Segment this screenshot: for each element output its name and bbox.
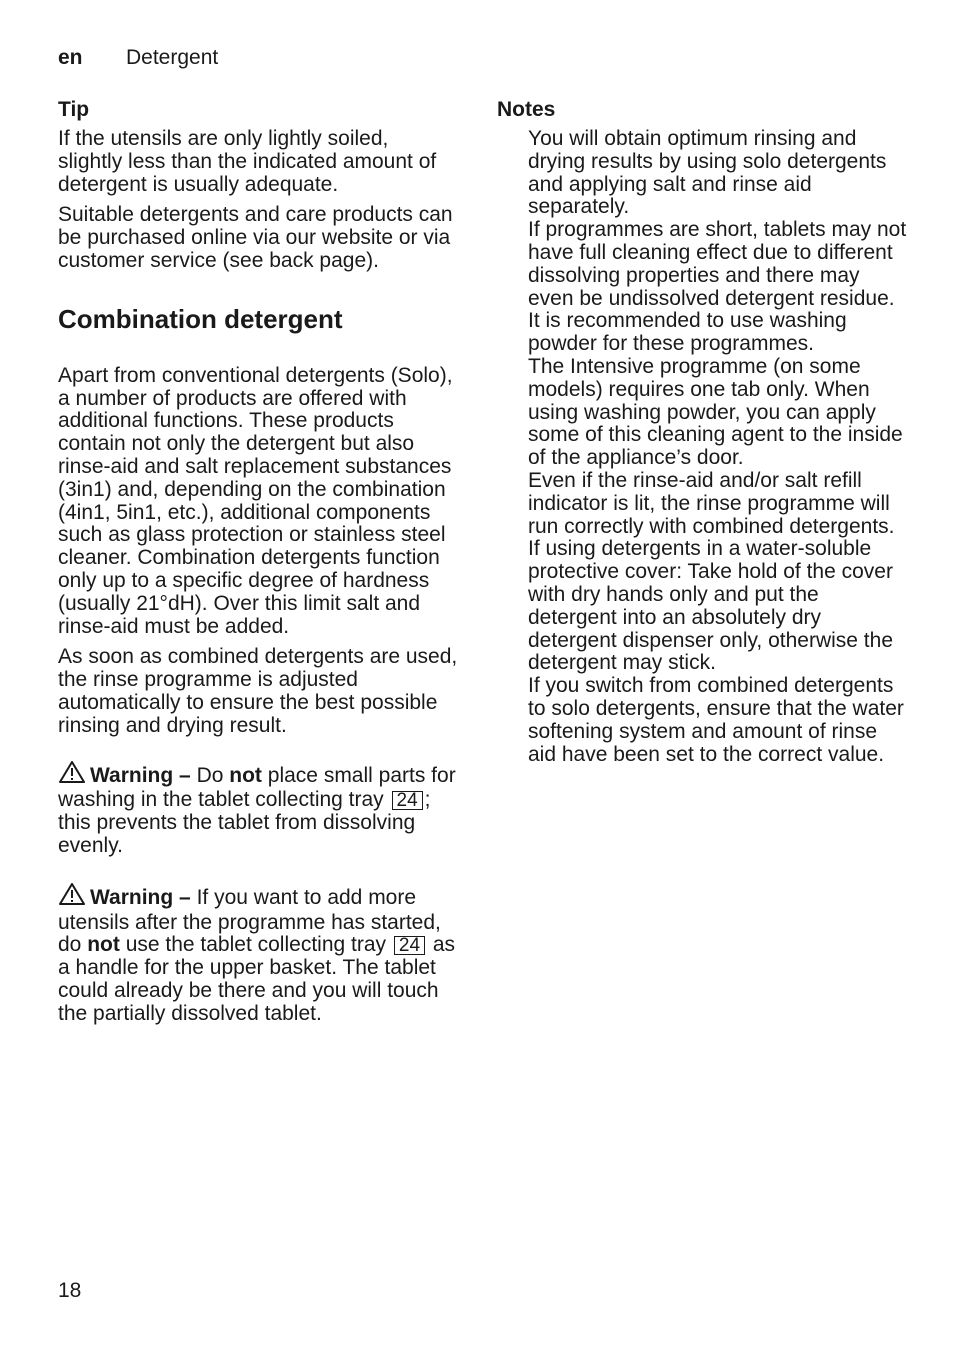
left-column [58, 96, 458, 1034]
combination-paragraph-2: As soon as combined detergents are used, the rinse programme is adjusted automatically to ensure the best possible rinsing and drying result. [58, 645, 458, 737]
warning-text: Do [196, 763, 224, 787]
right-column [497, 96, 907, 766]
note-item: Even if the rinse-aid and/or salt refill indicator is lit, the rinse programme will run correctly with combined detergents. [528, 468, 895, 538]
note-item: If programmes are short, tablets may not have full cleaning effect due to different dissolving properties and there may even be undissolved detergent residue. It is recommended to use washing powder for these programmes. [528, 218, 907, 356]
warning-2 [58, 882, 458, 1026]
tip-paragraph-2: Suitable detergents and care products can be purchased online via our website or via customer service (see back page). [58, 203, 453, 272]
combination-detergent-title: Combination detergent [58, 303, 343, 334]
warning-emphasis: not [229, 763, 262, 787]
note-item: If you switch from combined detergents to solo detergents, ensure that the water softening system and amount of rinse aid have been set to the correct value. [528, 674, 904, 766]
section-title: Detergent [126, 46, 219, 69]
note-item: You will obtain optimum rinsing and drying results by using solo detergents and applying salt and rinse aid separately. [528, 127, 887, 219]
warning-label: Warning – [90, 763, 191, 787]
warning-text: place small parts for washing in the tablet collecting tray [58, 763, 456, 812]
warning-triangle-icon [58, 760, 86, 790]
warning-triangle-icon [58, 882, 86, 912]
notes-list [497, 128, 907, 766]
reference-number-box: 24 [392, 791, 423, 810]
tip-paragraph-1: If the utensils are only lightly soiled, slightly less than the indicated amount of detergent is usually adequate. [58, 127, 437, 196]
notes-heading: Notes [497, 98, 556, 121]
reference-number-box: 24 [394, 936, 425, 955]
warning-text: use the tablet collecting tray [125, 933, 387, 957]
note-item: If using detergents in a water-soluble protective cover: Take hold of the cover with dry hands only and put the detergent into an absolutely dry detergent dispenser only, otherwise the detergent may stick. [528, 537, 893, 675]
warning-text: ; this prevents the tablet from dissolving evenly. [58, 788, 431, 857]
language-code: en [58, 46, 83, 69]
page-number: 18 [58, 1279, 82, 1302]
warning-text: If you want to add more utensils after the programme has started, do [58, 885, 441, 957]
warning-text: as a handle for the upper basket. The tablet could already be there and you will touch the partially dissolved tablet. [58, 933, 456, 1025]
warning-1 [58, 760, 458, 858]
page-header [58, 44, 218, 72]
tip-heading: Tip [58, 98, 90, 121]
combination-paragraph-1: Apart from conventional detergents (Solo), a number of products are offered with additional functions. These products contain not only the detergent but also rinse-aid and salt replacement substances (3in1) and, depending on the combination (4in1, 5in1, etc.), additional components such as glass protection or stainless steel cleaner. Combination detergents function only up to a specific degree of hardness (usually 21°dH). Over this limit salt and rinse-aid must be added. [58, 363, 453, 638]
note-item: The Intensive programme (on some models) requires one tab only. When using washing powder, you can apply some of this cleaning agent to the inside of the appliance’s door. [528, 354, 903, 470]
warning-label: Warning – [90, 885, 191, 909]
warning-emphasis: not [87, 933, 120, 957]
